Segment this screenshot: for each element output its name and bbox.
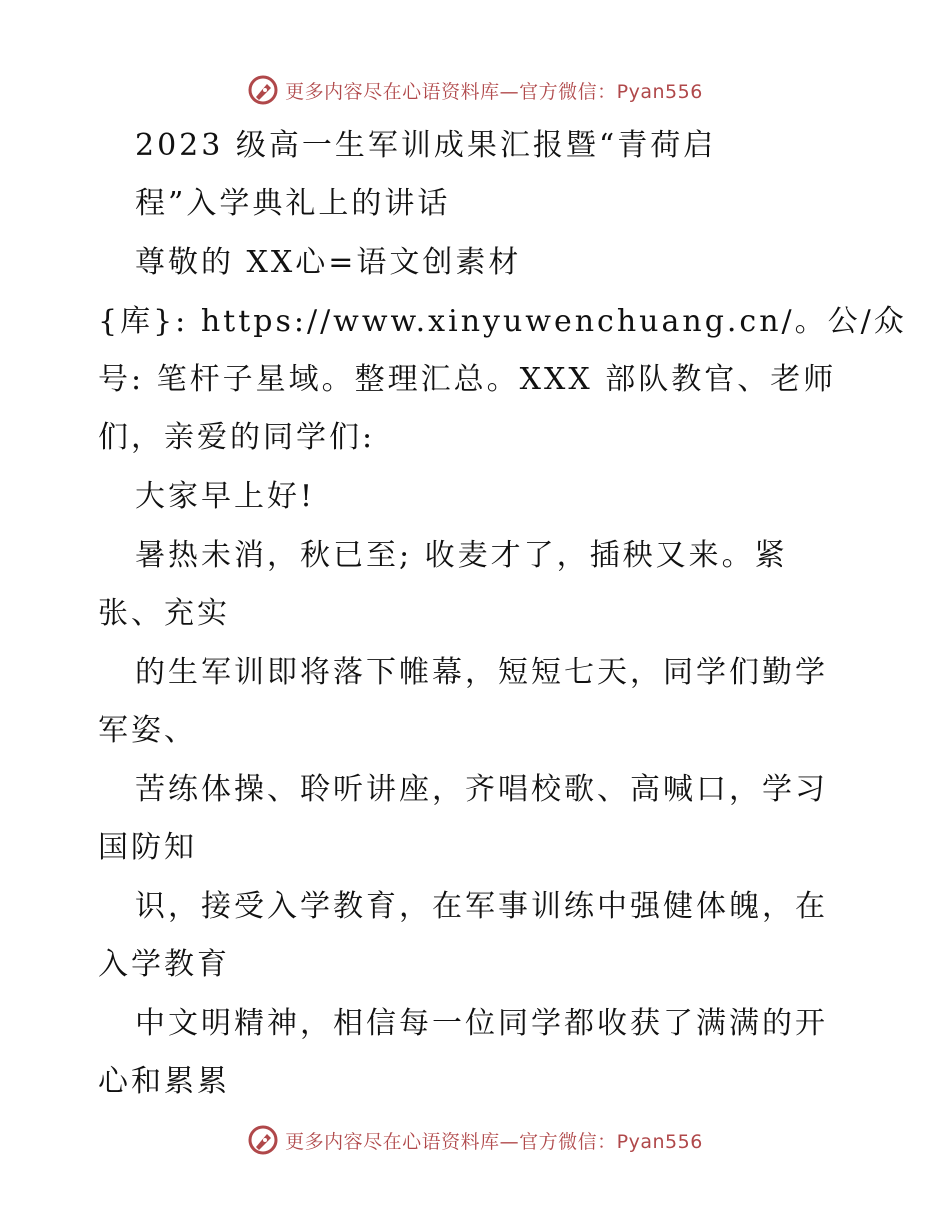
watermark-text: 更多内容尽在心语资料库—官方微信：Pyan556 — [285, 1130, 703, 1153]
body-line-10: 心和累累 — [98, 1064, 230, 1099]
salutation-line-2: {库}: https://www.xinyuwenchuang.cn/。公/众 — [98, 304, 907, 339]
salutation-line-4: 们，亲爱的同学们: — [98, 420, 376, 455]
body-line-3: 的生军训即将落下帷幕，短短七天，同学们勤学 — [135, 655, 828, 690]
body-line-1: 暑热未消，秋已至; 收麦才了，插秧又来。紧 — [135, 538, 788, 573]
body-line-5: 苦练体操、聆听讲座，齐唱校歌、高喊口，学习 — [135, 772, 828, 807]
greeting-line: 大家早上好! — [135, 479, 316, 514]
watermark-banner-bottom — [0, 1120, 950, 1160]
body-line-7: 识，接受入学教育，在军事训练中强健体魄，在 — [135, 889, 828, 924]
salutation-line-3: 号: 笔杆子星域。整理汇总。XXX 部队教官、老师 — [98, 362, 837, 397]
pen-nib-logo-icon — [247, 74, 279, 106]
body-line-2: 张、充实 — [98, 596, 230, 631]
salutation-line-1: 尊敬的 XX心=语文创素材 — [135, 245, 522, 280]
body-line-8: 入学教育 — [98, 947, 230, 982]
watermark-banner-top — [0, 70, 950, 110]
body-line-6: 国防知 — [98, 830, 197, 865]
title-line-2: 程”入学典礼上的讲话 — [135, 186, 451, 221]
watermark-content — [247, 1124, 703, 1156]
watermark-content — [247, 74, 703, 106]
body-line-9: 中文明精神，相信每一位同学都收获了满满的开 — [135, 1006, 828, 1041]
watermark-text: 更多内容尽在心语资料库—官方微信：Pyan556 — [285, 80, 703, 103]
body-line-4: 军姿、 — [98, 713, 197, 748]
pen-nib-logo-icon — [247, 1124, 279, 1156]
title-line-1: 2023 级高一生军训成果汇报暨“青荷启 — [135, 128, 717, 163]
